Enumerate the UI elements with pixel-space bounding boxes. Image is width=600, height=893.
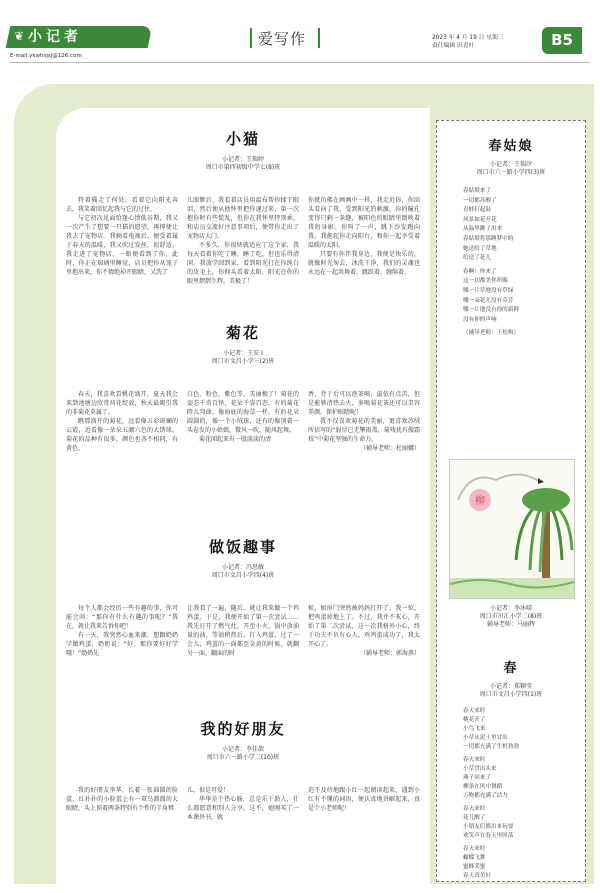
poem-line: 一切都苏醒了 xyxy=(463,197,497,204)
article-column xyxy=(66,786,178,870)
header-rule xyxy=(10,62,590,63)
poem-line: 春天来时 xyxy=(463,846,486,852)
byline-school: 周口市六一路小学四(3)班 xyxy=(476,169,546,176)
email: E-mail:ykwhsjsj@126.com xyxy=(10,53,82,59)
poem-line: 从温里跳了出来 xyxy=(463,226,503,233)
poem-stanza xyxy=(463,805,579,841)
child-drawing xyxy=(449,459,575,599)
article-byline xyxy=(56,746,430,762)
poem-body xyxy=(463,707,579,885)
poem-line: 春天来时 xyxy=(463,708,486,714)
article-title: 小猫 xyxy=(225,130,260,148)
poem-line: 桃花开了 xyxy=(463,717,486,723)
poem-stanza xyxy=(463,187,579,264)
byline-school: 周口市文昌小学三(2)班 xyxy=(211,358,275,365)
byline-author: 小记者：李沐晴 xyxy=(489,605,532,612)
article-column xyxy=(187,390,299,502)
paragraph: 不多久，你很快就适应了这个家，我每天看着你吃了睡，睡了吃，但也乐得清闲。我放学回到家，看到阳光打在你纯白的皮毛上，你仰头看着太阳，阳光在你的眼里熠熠生辉，美极了！ xyxy=(187,242,299,285)
teacher-credit: （辅导老师：王松梅） xyxy=(463,330,519,337)
paragraph: 菊花闻起来有一股淡淡的清 xyxy=(199,436,272,443)
poem-line: 欢笑声在春天里回荡 xyxy=(463,833,514,839)
teacher-credit: （辅导老师：郭海燕） xyxy=(359,650,420,657)
byline-school: 周口市文昌小学四(4)班 xyxy=(211,572,275,579)
poem-line: 春姑娘来了 xyxy=(463,188,491,194)
teacher-credit: （辅导老师：杜丽娜） xyxy=(359,445,420,452)
date: 2023 年 4 月 19 日 星期三 xyxy=(432,35,504,41)
paragraph: 你就仿佛在画画中一样，我走近你，你回头看向了我，受到阳光的刺激，你的瞳孔变得只剩一条缝，被阳色的眼睛里倒映着我的身影。你叫了一声，跳下沙发跑向我，我抱起你走向阳台，和你一起享受着温暖的太阳。 xyxy=(308,197,420,249)
side-column xyxy=(436,120,586,882)
paragraph: 候，厨房门突然被妈妈打开了，我一惊，把鸡蛋掉地上了。不过，我并不灰心，开始了第二次尝试，这一次我格外小心，终于功夫不负有心人，鸡鸡蛋成功了，我太开心了。 xyxy=(308,605,420,648)
poem-line: 哪一片地没有你的新鲜 xyxy=(463,307,519,314)
poem-stanza xyxy=(463,756,579,801)
section-bar-right xyxy=(318,28,320,48)
poem-line: 蝴蝶飞舞 xyxy=(463,855,486,861)
paragraph: 儿，很是可爱！ xyxy=(187,787,230,794)
paragraph: 我不仅喜欢菊花的美丽，更喜欢苏绒所信写的“弱尽已无擎雨盖，菊残犹有傲霜枝”中菊花坚强的生命力。 xyxy=(308,418,420,443)
article-column xyxy=(308,390,420,502)
byline-author: 小记者：王安 Ⅰ xyxy=(223,350,263,357)
poem-line: 春天来时 xyxy=(463,806,486,812)
poem-body xyxy=(463,187,579,339)
article-column xyxy=(187,196,299,326)
byline-author: 小记者：郑颖莹 xyxy=(489,683,532,690)
poem-line: 给送了花儿 xyxy=(463,255,491,262)
article-title: 做饭趣事 xyxy=(208,538,277,556)
section-bar-left xyxy=(250,28,252,48)
poem-title: 春姑娘 xyxy=(488,139,534,154)
poem-line: 小鸟飞来 xyxy=(463,726,486,732)
byline-school: 周口市川汇小学二(8)班 xyxy=(479,613,543,620)
article-columns xyxy=(66,786,420,870)
poem-line: 小草从泥土里冒出 xyxy=(463,735,508,741)
article-column xyxy=(187,604,299,698)
poem-byline xyxy=(437,683,585,699)
byline-author: 小记者：冯思敏 xyxy=(221,564,264,571)
article-columns xyxy=(66,604,420,698)
poem-title: 春 xyxy=(503,661,519,676)
article-column xyxy=(308,196,420,326)
logo: 小记者 xyxy=(28,29,82,45)
byline-teacher: 辅导老师：马丽辉 xyxy=(486,621,535,628)
poem-line: 蜜蜂采蜜 xyxy=(463,864,486,870)
byline-school: 周口市文昌小学四(1)班 xyxy=(479,691,543,698)
article-byline xyxy=(56,350,430,366)
dateline xyxy=(432,34,504,50)
page-number: B5 xyxy=(542,27,582,54)
paragraph: 香，背于后可以泡茶喝，滋依有点苦，但是能够清热去火，多喝菊花茶还可以美容养颜，保护眼睛呢！ xyxy=(308,391,420,416)
poem-line: 燕子回来了 xyxy=(463,775,491,781)
byline-school: 周口市六一路小学二(10)班 xyxy=(206,754,280,761)
article-title: 菊花 xyxy=(225,324,260,342)
poem-line: 柳条在风中舞蹈 xyxy=(463,784,503,790)
poem-line: 小草冒出头来 xyxy=(463,766,497,772)
poem-line: 青蛙打起鼓 xyxy=(463,207,491,214)
poem-line: 哪一朵花儿没有芬芳 xyxy=(463,297,514,304)
article-column xyxy=(66,604,178,698)
poem-line: 这一切都美你所赐 xyxy=(463,278,508,285)
poem-line: 没有你的声响 xyxy=(463,316,497,323)
leaf-icon: ❦ xyxy=(14,29,25,43)
poem-byline xyxy=(437,161,585,177)
section-title: 爱写作 xyxy=(258,30,307,48)
paragraph: 春天，我喜欢看桃花盛开，夏天我会来到池塘边欣赏荷花绽放，秋天最吸引我的非菊花莫属了。 xyxy=(66,391,178,416)
article-column xyxy=(66,196,178,326)
drawing-byline xyxy=(437,605,585,629)
paragraph: 白色、粉色、紫色等，美丽极了！菊花的姿态千奇百怪，花朵千姿百态，有的菊花降儿弯曲，像海底的海草一样，有的花朵圆圆的，像一个小绒球，还有的像顶着一头卷发的小姑娘，微风一吹，随风起舞。 xyxy=(187,391,299,434)
poem-line: 哪一片草地没有草绿 xyxy=(463,287,514,294)
article-title: 我的好朋友 xyxy=(200,720,286,738)
paragraph: 与它初次见面恰逢心情低谷期，我又一次产生了想要一只猫的愿望，再抑便让我去了宠物店。我俩看电视后，便受着属于春天的温暖，我又吹过发丝，很舒适。我走进了宠物店，一眼便看到了你，此时，你正在瑞璃里睡觉，店员把你从笼子里抱出来，你不情绝掉开眼睛，又洗了 xyxy=(66,215,178,276)
byline-school: 周口市第四初级中学七(8)班 xyxy=(205,164,281,171)
article-columns xyxy=(66,390,420,502)
poem-line: 一切都充满了生机勃勃 xyxy=(463,744,519,750)
article-byline xyxy=(56,564,430,580)
byline-author: 小记者：李佳歆 xyxy=(221,746,264,753)
paragraph: 我的好朋友李华，长着一张圆圆的脸蛋，红扑扑的小脸蛋上有一双乌溜溜的大眼睛，头上顶着两条特别有个性的羊角辫 xyxy=(66,787,178,812)
main-panel xyxy=(56,108,430,884)
byline-author: 小记者：王瑞婷 xyxy=(221,156,264,163)
paragraph: 瞧那盛开的菊花，远看像五彩斑斓的云霞，近看像一朵朵五颜六色的大绣球。菊花的品种有很多，颜色也各不相同，有黄色、 xyxy=(66,418,178,452)
poem-stanza xyxy=(463,845,579,881)
poem-line: 风景如花开花 xyxy=(463,216,497,223)
paragraph: 让我看了一遍，随后，就让我来做一个鸡鸡蛋。于是，我便开始了第一次尝试……我先打开了燃气灶，开至小火，锅中放油量的油，等油稍热后，打入鸡蛋，过了一会儿，鸡蛋的一面都至金黄的时候，就翻另一面，翻面的时 xyxy=(187,605,299,657)
paragraph: 华华是个热心肠，总是乐于助人，什么都愿意和别人分享，这不，她刚买了一本课外书，就 xyxy=(187,796,299,821)
article-columns xyxy=(66,196,420,326)
article-column xyxy=(308,786,420,870)
drawing-label: 柳 xyxy=(475,496,485,507)
paragraph: 特着猫走了何处，看着它向阳光奔去，我笑着回忆起我与它的过往。 xyxy=(66,197,178,213)
poem-line: 花儿醒了 xyxy=(463,815,486,821)
poem-line: 万物都充满了活力 xyxy=(463,793,508,799)
poem-line: 春姑娘将那睡梦中的 xyxy=(463,235,514,242)
poem-line: 她送给了草地 xyxy=(463,245,497,252)
paragraph: 有一天，我突然心血来潮，想跟奶奶学做鸡蛋，奶奶说：“好，那你要好好学哦！”奶奶先 xyxy=(66,632,178,657)
article-column xyxy=(187,786,299,870)
poem-stanza xyxy=(463,707,579,752)
paragraph: 迫不及待地跟小红一起阅读起来，遇到小红有不懂的词语，便认真地讲解起来，真是个小老师呢！ xyxy=(308,787,420,812)
poem-line: 小朋友们都出来玩耍 xyxy=(463,824,514,830)
paragraph: 每个人都会经历一些有趣的事，你可能会问：“那你有什么有趣的事呢？”我在，就让我来告诉你吧！ xyxy=(66,605,178,630)
poem-stanza xyxy=(463,268,579,326)
poem-line: 春天真美好 xyxy=(463,873,491,879)
poem-line: 春天来时 xyxy=(463,757,486,763)
poem-line: 春啊！你来了 xyxy=(463,268,497,275)
article-column xyxy=(66,390,178,502)
paragraph: 只要有你伴我身边，我便是快乐的，就像时光匆去，冰洗干净，我们的灵魂也永远在一起共舞着，跳跃着，缠绵着。 xyxy=(308,251,420,276)
byline-author: 小记者：王瑞汐 xyxy=(489,161,532,168)
article-byline xyxy=(56,156,430,172)
editor: 责任编辑 田青叶 xyxy=(432,43,475,49)
article-column xyxy=(308,604,420,698)
masthead xyxy=(0,0,600,60)
paragraph: 儿眼眶后，我看着店员用温布帮你揉干眼泪，然后便从他怀里把你递过来，第一次抱你时有些慌乱，但你在我怀里特别乖，和店员交流好注意事项后，便带你走出了宠物店大门。 xyxy=(187,197,299,240)
willow-drawing-icon xyxy=(450,460,574,598)
